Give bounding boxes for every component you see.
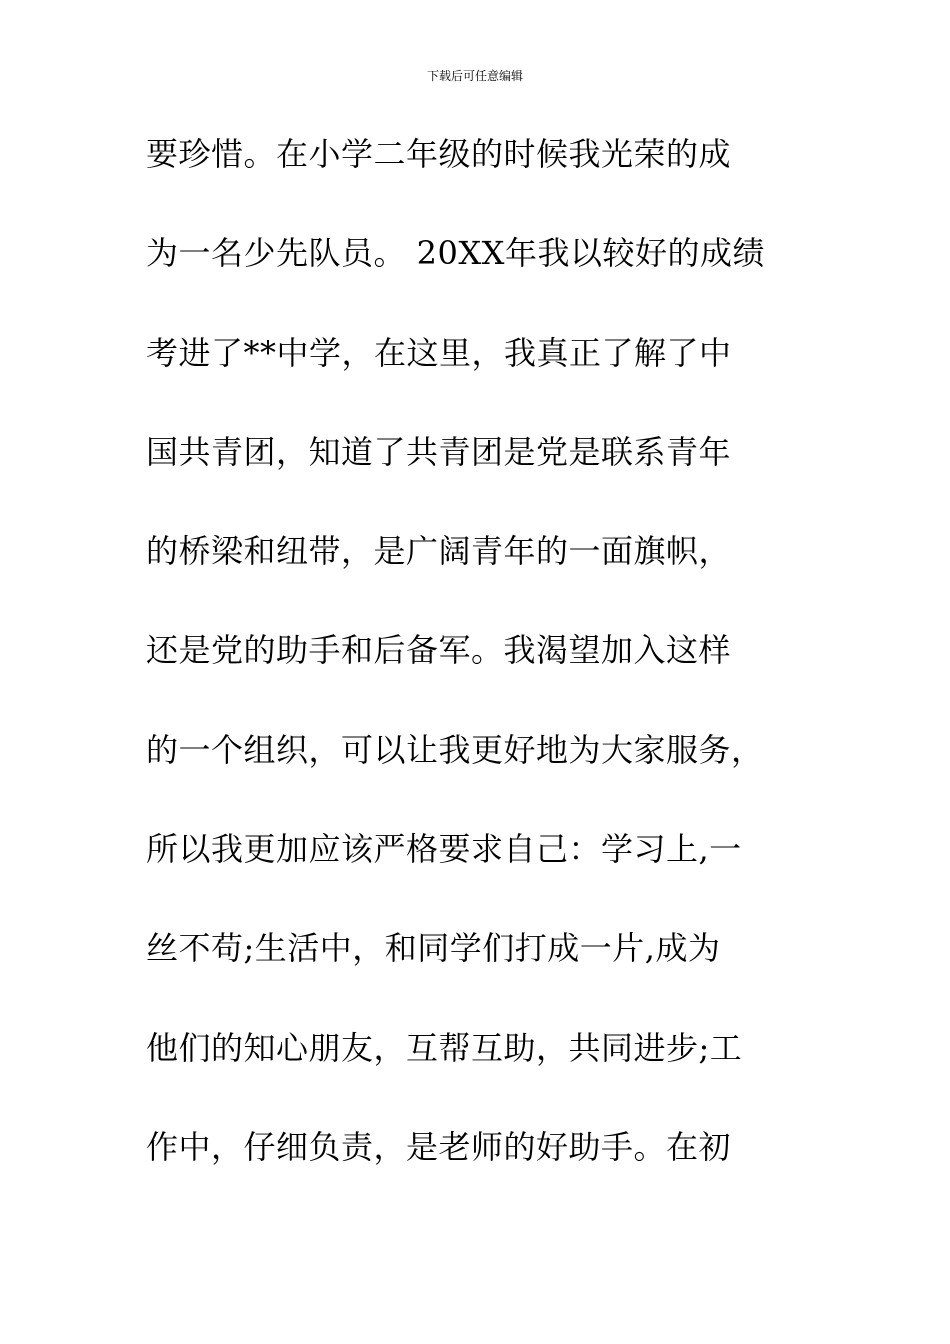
page-header: 下载后可任意编辑 <box>426 69 523 83</box>
body-line: 丝不苟;生活中，和同学们打成一片,成为 <box>146 929 721 968</box>
body-line: 他们的知心朋友，互帮互助，共同进步;工 <box>146 1028 743 1067</box>
body-line: 的桥梁和纽带，是广阔青年的一面旗帜， <box>146 532 732 571</box>
body-line: 要珍惜。在小学二年级的时候我光荣的成 <box>146 135 732 173</box>
body-line: 作中，仔细负责，是老师的好助手。在初 <box>146 1127 732 1166</box>
body-line: 所以我更加应该严格要求自己：学习上,一 <box>146 830 742 869</box>
body-line: 国共青团，知道了共青团是党是联系青年 <box>146 432 732 471</box>
body-line: 考进了**中学，在这里，我真正了解了中 <box>146 333 732 372</box>
document-body <box>146 126 826 1218</box>
body-line: 还是党的助手和后备军。我渴望加入这样 <box>146 631 732 670</box>
body-line: 为一名少先队员。 20XX年我以较好的成绩 <box>146 234 765 273</box>
body-line: 的一个组织，可以让我更好地为大家服务， <box>146 730 764 769</box>
